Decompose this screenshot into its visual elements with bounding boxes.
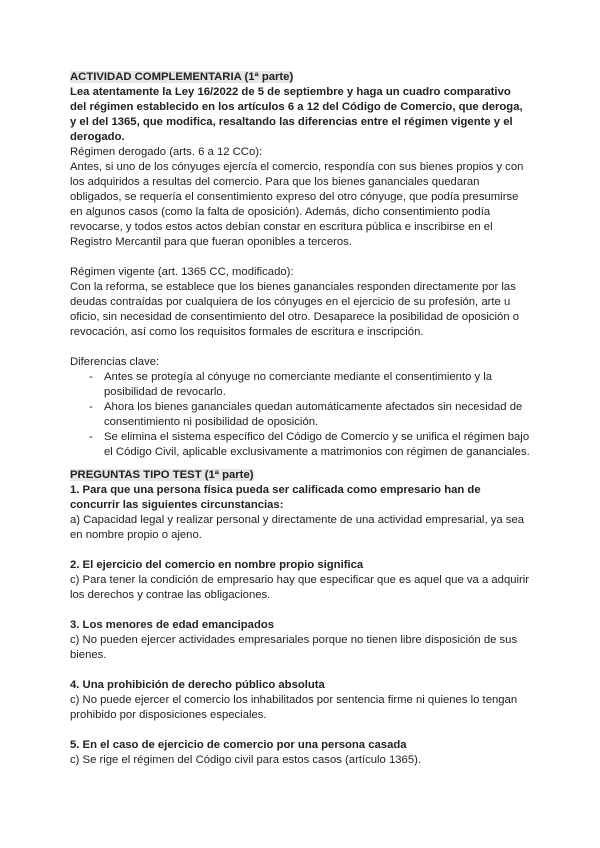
- diferencias-list: [70, 370, 530, 460]
- dash-marker: -: [89, 431, 93, 443]
- answer-text: c) No pueden ejercer actividades empresariales porque no tienen libre disposición de sus bienes.: [70, 634, 518, 661]
- list-item: - Se elimina el sistema específico del Código de Comercio y se unifica el régimen bajo el Código Civil, aplicable exclusivamente a matrimonios con régimen de gananciales.: [89, 431, 530, 458]
- question-item: [70, 738, 530, 768]
- diferencias-heading: Diferencias clave:: [70, 356, 160, 368]
- question-text: 4. Una prohibición de derecho público absoluta: [70, 679, 325, 691]
- question-item: [70, 678, 530, 723]
- question-item: [70, 483, 530, 543]
- question-item: [70, 558, 530, 603]
- list-item: - Ahora los bienes gananciales quedan automáticamente afectados sin necesidad de consentimiento ni posibilidad de oposición.: [89, 401, 523, 428]
- question-text: 1. Para que una persona física pueda ser calificada como empresario han de concurrir las siguientes circunstancias:: [70, 484, 481, 511]
- question-text: 3. Los menores de edad emancipados: [70, 619, 275, 631]
- question-item: [70, 618, 530, 663]
- answer-text: c) Para tener la condición de empresario hay que especificar que es aquel que va a adquirir los derechos y contrae las obligaciones.: [70, 574, 530, 601]
- vigente-heading: Régimen vigente (art. 1365 CC, modificado):: [70, 266, 294, 278]
- section-title-actividad: ACTIVIDAD COMPLEMENTARIA (1ª parte): [70, 71, 294, 83]
- question-text: 5. En el caso de ejercicio de comercio por una persona casada: [70, 739, 407, 751]
- question-text: 2. El ejercicio del comercio en nombre propio significa: [70, 559, 364, 571]
- derogado-paragraph: Antes, si uno de los cónyuges ejercía el comercio, respondía con sus bienes propios y con los adquiridos a resultas del comercio. Para que los bienes gananciales quedaran obligados, se requería el consentimiento expreso del otro cónyuge, que podía presumirse en algunos casos (como la falta de oposición). Además, dicho consentimiento podía revocarse, y todos estos actos debían constar en escritura pública e inscribirse en el Registro Mercantil para que fueran oponibles a terceros.: [70, 161, 524, 248]
- answer-text: c) No puede ejercer el comercio los inhabilitados por sentencia firme ni quienes lo tengan prohibido por disposiciones especiales.: [70, 694, 518, 721]
- derogado-heading: Régimen derogado (arts. 6 a 12 CCo):: [70, 146, 263, 158]
- list-item: - Antes se protegía al cónyuge no comerciante mediante el consentimiento y la posibilidad de revocarlo.: [89, 371, 493, 398]
- instruction-text: Lea atentamente la Ley 16/2022 de 5 de septiembre y haga un cuadro comparativo del régimen establecido en los artículos 6 a 12 del Código de Comercio, que deroga, y el del 1365, que modifica, resaltando las diferencias entre el régimen vigente y el derogado.: [70, 86, 523, 143]
- answer-text: c) Se rige el régimen del Código civil para estos casos (artículo 1365).: [70, 754, 421, 766]
- answer-text: a) Capacidad legal y realizar personal y directamente de una actividad empresarial, ya sea en nombre propio o ajeno.: [70, 514, 525, 541]
- dash-marker: -: [89, 371, 93, 383]
- dash-marker: -: [89, 401, 93, 413]
- section-title-test: PREGUNTAS TIPO TEST (1ª parte): [70, 469, 254, 481]
- vigente-paragraph: Con la reforma, se establece que los bienes gananciales responden directamente por las deudas contraídas por cualquiera de los cónyuges en el ejercicio de su profesión, arte u oficio, sin necesidad de consentimiento del otro. Desaparece la posibilidad de oposición o revocación, así como los requisitos formales de escritura e inscripción.: [70, 281, 520, 338]
